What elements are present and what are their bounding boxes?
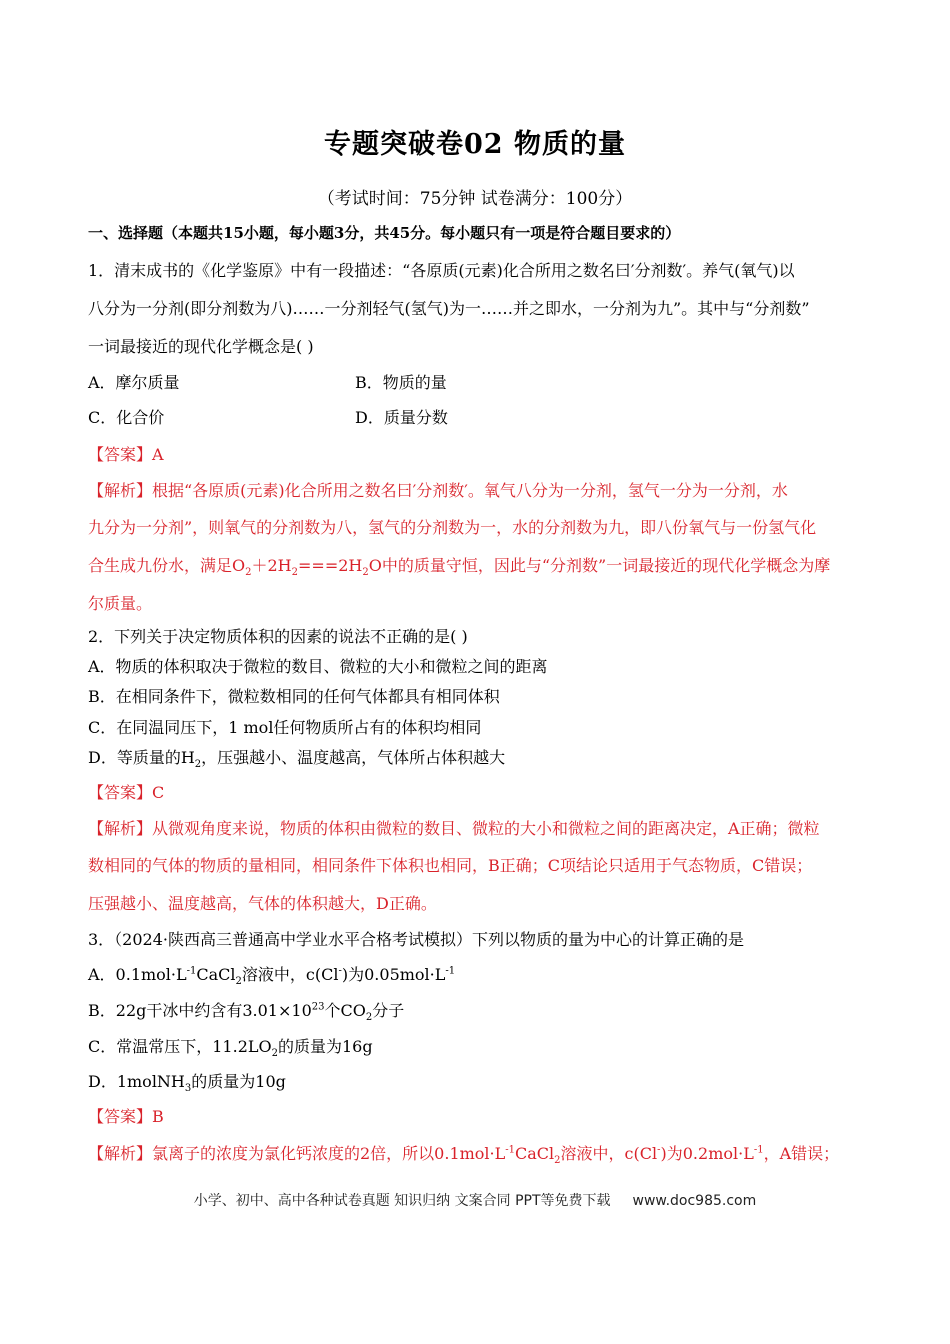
q1-stem-line1: 1．清末成书的《化学鉴原》中有一段描述：“各原质(元素)化合所用之数名曰′分剂数′。养气(氧气)以 [88,261,795,280]
q2-explanation-line1: 【解析】从微观角度来说，物质的体积由微粒的数目、微粒的大小和微粒之间的距离决定，A正确；微粒 [88,819,820,838]
q2-option-b: B．在相同条件下，微粒数相同的任何气体都具有相同体积 [88,687,500,706]
q2-explanation-line3: 压强越小、温度越高，气体的体积越大，D正确。 [88,894,437,913]
q1-answer: 【答案】A [88,445,164,464]
q1-stem-line3: 一词最接近的现代化学概念是( ) [88,337,314,356]
q2-explanation-line2: 数相同的气体的物质的量相同，相同条件下体积也相同，B正确；C项结论只适用于气态物质，C错误； [88,856,813,875]
q1-option-b: B．物质的量 [355,373,447,392]
q2-stem: 2．下列关于决定物质体积的因素的说法不正确的是( ) [88,627,468,646]
q1-options-row2 [88,405,868,428]
q2-option-d: D．等质量的$H_2$，压强越小、温度越高，气体所占体积越大 [88,748,506,771]
q1-option-a: A．摩尔质量 [88,373,180,392]
q3-answer: 【答案】B [88,1107,164,1126]
q3-stem: 3．（2024·陕西高三普通高中学业水平合格考试模拟）下列以物质的量为中心的计算正确的是 [88,930,744,949]
q1-explanation-line1: 【解析】根据“各原质(元素)化合所用之数名曰′分剂数′。氧气八分为一分剂，氢气一分为一分剂，水 [88,481,788,500]
q3-option-d: D．1molNH$_3$的质量为10g [88,1072,286,1095]
q1-option-d: D．质量分数 [355,408,448,427]
q1-explanation-line2: 九分为一分剂”，则氧气的分剂数为八，氢气的分剂数为一，水的分剂数为九，即八份氧气与一份氢气化 [88,518,817,537]
q3-explanation-line1: 【解析】氯离子的浓度为氯化钙浓度的2倍，所以$0.1mol\cdot L^{-1}CaCl_2$溶液中，c(Cl-)为$0.2mol\cdot L^{-1}$，A错误； [88,1144,840,1167]
q1-explanation-line3: 合生成九份水，满足$O_2+2H_2===2H_2O$中的质量守恒，因此与“分剂数”一词最接近的现代化学概念为摩 [88,556,831,579]
q3-option-b: B．22g干冰中约含有$3.01\times 10^{23}$个$CO_2$分子 [88,1001,405,1024]
footer-site-link[interactable]: www.doc985.com [632,1193,757,1209]
footer-text: 小学、初中、高中各种试卷真题 知识归纳 文案合同 PPT等免费下载 [193,1193,611,1209]
page-footer [0,1190,950,1210]
q1-explanation-line4: 尔质量。 [88,594,153,613]
section-heading: 一、选择题（本题共15小题，每小题3分，共45分。每小题只有一项是符合题目要求的） [88,224,681,242]
q1-options-row1 [88,370,868,393]
q2-option-c: C．在同温同压下，1 mol任何物质所占有的体积均相同 [88,718,482,737]
q2-answer: 【答案】C [88,783,165,802]
q3-option-a: A．$0.1mol\cdot L^{-1}CaCl_2$溶液中，c(Cl-)为$0.05mol\cdot L^{-1}$ [88,965,456,988]
q1-stem-line2: 八分为一分剂(即分剂数为八)……一分剂轻气(氢气)为一……并之即水，一分剂为九”。其中与“分剂数” [88,299,810,318]
exam-info: （考试时间：75分钟 试卷满分：100分） [317,189,633,209]
q2-option-a: A．物质的体积取决于微粒的数目、微粒的大小和微粒之间的距离 [88,657,548,676]
page-title: 专题突破卷02 物质的量 [324,129,626,160]
q3-option-c: C．常温常压下，$11.2LO_2$的质量为16g [88,1037,373,1060]
q1-option-c: C．化合价 [88,408,165,427]
